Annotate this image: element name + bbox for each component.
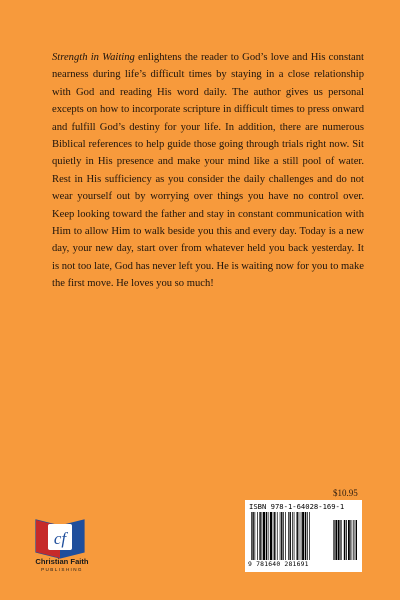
- barcode-bars: [251, 512, 357, 560]
- publisher-name: Christian Faith: [35, 557, 89, 566]
- back-cover-blurb: [52, 49, 364, 293]
- book-title: Strength in Waiting: [52, 52, 135, 63]
- publisher-subtitle: PUBLISHING: [41, 567, 83, 572]
- isbn-barcode: [245, 500, 362, 572]
- logo-letters: cf: [53, 529, 67, 548]
- ean-digits: 9 781640 281691: [248, 560, 309, 568]
- isbn-number: ISBN 978-1-64028-169-1: [249, 502, 345, 511]
- blurb-text: enlightens the reader to God’s love and His constant nearness during life’s difficult times by staying in a close relationship with God and reading His word daily. The author gives us personal excepts on how to incorporate scripture in difficult times to press onward and fulfill God’s destiny for your life. In addition, there are numerous Biblical references to help guide those going through trials right now. Sit quietly in His presence and make your mind like a still pool of water. Rest in His sufficiency as you consider the daily challenges and do not wear yourself out by worrying over things you have no control over. Keep looking toward the father and stay in constant communication with Him to allow Him to walk beside you this and every day. Today is a new day, your new day, start over from whatever held you back yesterday. It is not too late, God has never left you. He is waiting now for you to make the first move. He loves you so much!: [52, 52, 364, 290]
- price-label: $10.95: [333, 488, 358, 498]
